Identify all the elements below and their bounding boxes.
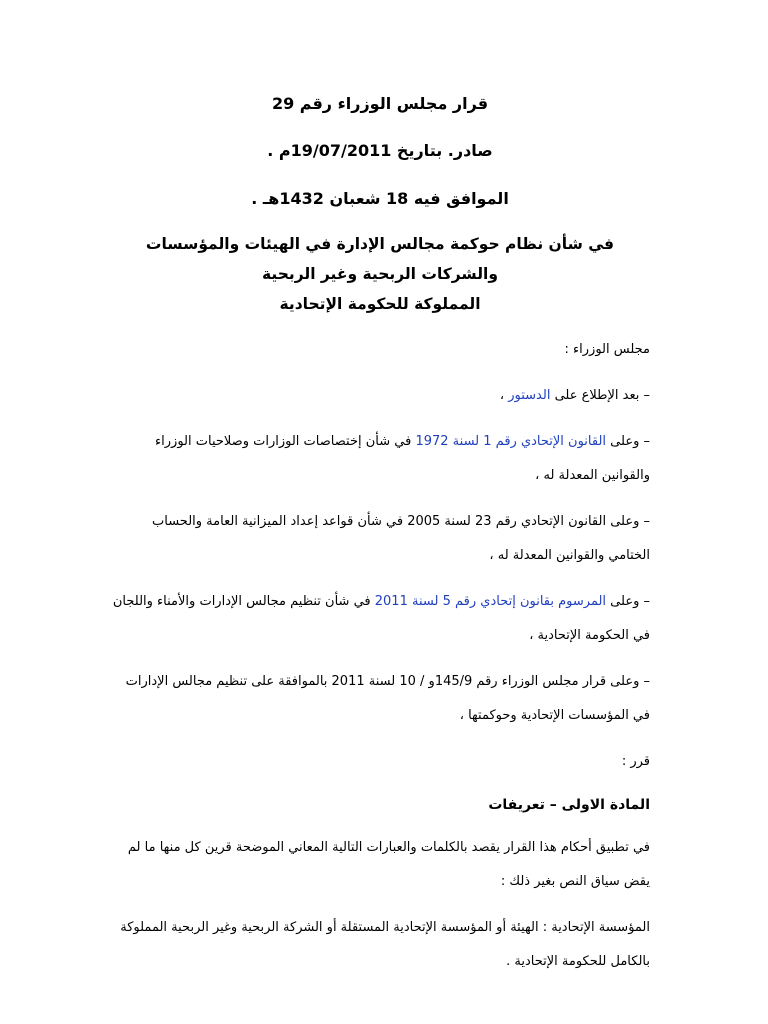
council-heading: مجلس الوزراء : — [564, 342, 650, 357]
decree-prefix: – وعلى — [606, 594, 650, 609]
decree-2011-link[interactable]: المرسوم بقانون إتحادي رقم 5 لسنة 2011 — [374, 594, 607, 609]
preamble-decree-2011 — [110, 585, 650, 653]
law1-suffix: في شأن إختصاصات الوزارات وصلاحيات الوزراء والقوانين المعدلة له ، — [155, 434, 650, 483]
article-1-definition: المؤسسة الإتحادية : الهيئة أو المؤسسة الإتحادية المستقلة أو الشركة الربحية وغير الربحية المملوكة بالكامل للحكومة الإتحادية . — [120, 920, 650, 969]
subject-line-2: المملوكة للحكومة الإتحادية — [279, 295, 481, 313]
constitution-prefix: – بعد الإطلاع على — [550, 388, 650, 403]
subject-line-1: في شأن نظام حوكمة مجالس الإدارة في الهيئات والمؤسسات والشركات الربحية وغير الربحية — [145, 235, 615, 283]
preamble-law-2005: – وعلى القانون الإتحادي رقم 23 لسنة 2005 في شأن قواعد إعداد الميزانية العامة والحساب الختامي والقوانين المعدلة له ، — [152, 514, 650, 563]
article-1-intro: في تطبيق أحكام هذا القرار يقصد بالكلمات والعبارات التالية المعاني الموضحة قرين كل منها ما لم يقض سياق النص بغير ذلك : — [127, 840, 650, 889]
article-1-heading: المادة الاولى – تعريفات — [488, 797, 650, 813]
preamble-law-1972 — [110, 425, 650, 493]
issued-date: صادر. بتاريخ 19/07/2011م . — [267, 141, 493, 160]
decided-heading: قرر : — [621, 754, 650, 769]
hijri-date: الموافق فيه 18 شعبان 1432هـ . — [251, 189, 509, 208]
decree-suffix: في شأن تنظيم مجالس الإدارات والأمناء واللجان في الحكومة الإتحادية ، — [112, 594, 650, 643]
decision-subject — [110, 229, 650, 319]
constitution-suffix: ، — [499, 388, 509, 403]
preamble-constitution — [110, 379, 650, 413]
constitution-link[interactable]: الدستور — [508, 388, 551, 403]
law-1972-link[interactable]: القانون الإتحادي رقم 1 لسنة 1972 — [415, 434, 607, 449]
preamble-cabinet-decision: – وعلى قرار مجلس الوزراء رقم 145/9و / 10 لسنة 2011 بالموافقة على تنظيم مجالس الإدارات في المؤسسات الإتحادية وحوكمتها ، — [125, 674, 650, 723]
decision-title: قرار مجلس الوزراء رقم 29 — [271, 94, 489, 113]
law1-prefix: – وعلى — [606, 434, 650, 449]
